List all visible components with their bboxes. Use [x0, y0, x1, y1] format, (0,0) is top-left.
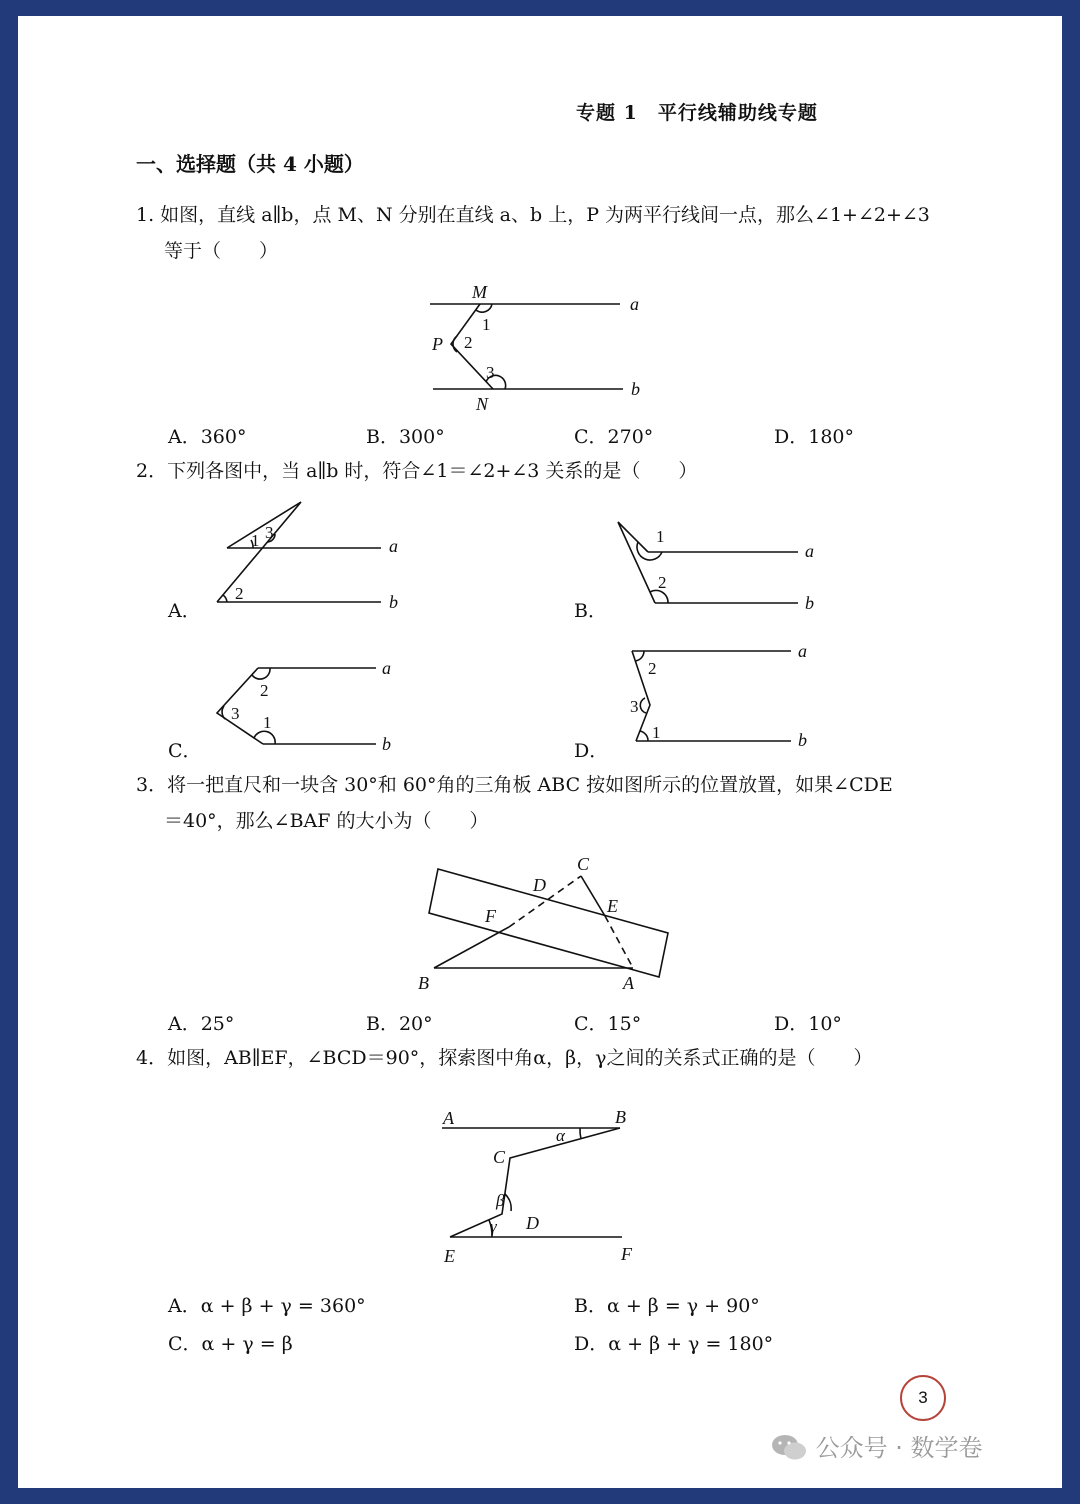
q2d-angle2-arc [635, 651, 644, 661]
watermark [770, 1428, 983, 1463]
page-number: 3 [900, 1375, 946, 1421]
q4-label-alpha: α [556, 1126, 565, 1145]
q4-label-gamma: γ [490, 1217, 497, 1236]
q3-label-d: D [533, 875, 546, 895]
q2d-label-2: 2 [648, 659, 657, 678]
q1-option-a[interactable]: A．360° [168, 426, 247, 448]
q1-label-1: 1 [482, 315, 491, 334]
q1-stem-line1: 1. 如图，直线 a∥b，点 M、N 分别在直线 a、b 上，P 为两平行线间一点，那么∠1+∠2+∠3 [136, 204, 930, 226]
q1-label-n: N [476, 394, 489, 414]
q2-option-c[interactable]: C． [168, 740, 202, 762]
q3-label-a: A [623, 973, 634, 993]
q1-label-2: 2 [464, 333, 473, 352]
q2b-label-b: b [805, 593, 814, 613]
q2b-path [618, 522, 655, 603]
q2d-label-a: a [798, 642, 807, 661]
q2-figure-d [618, 642, 833, 752]
q2-stem-line1: 2．下列各图中，当 a∥b 时，符合∠1＝∠2+∠3 关系的是（ ） [136, 460, 698, 482]
q4-option-c[interactable]: C．α + γ = β [168, 1333, 293, 1355]
q2d-angle1-arc [640, 731, 648, 741]
q4-label-beta: β [496, 1191, 505, 1210]
q1-label-b: b [631, 379, 640, 399]
q2-figure-a [213, 496, 413, 616]
q4-label-d: D [526, 1213, 539, 1233]
q4-option-d[interactable]: D．α + β + γ = 180° [574, 1333, 774, 1355]
q2c-angle2-arc [252, 668, 270, 679]
q4-option-a[interactable]: A．α + β + γ = 360° [168, 1295, 366, 1317]
q2c-label-1: 1 [263, 713, 272, 732]
q2b-label-1: 1 [656, 527, 665, 546]
q1-option-d[interactable]: D．180° [774, 426, 854, 448]
q2a-triangle [217, 502, 301, 602]
q2c-label-a: a [382, 658, 391, 678]
q2-option-d[interactable]: D． [574, 740, 609, 762]
q3-option-a[interactable]: A．25° [168, 1013, 235, 1035]
q1-label-p: P [432, 334, 443, 354]
q2a-angle2-arc [223, 595, 227, 602]
watermark-text: 公众号 · 数学卷 [815, 1434, 983, 1462]
q2a-label-b: b [389, 592, 398, 612]
q3-figure [413, 851, 683, 996]
q1-stem-line2: 等于（ ） [164, 240, 279, 262]
q2-option-a[interactable]: A． [168, 600, 201, 622]
q2d-label-3: 3 [630, 697, 639, 716]
q4-option-b[interactable]: B．α + β = γ + 90° [574, 1295, 760, 1317]
q3-label-e: E [607, 896, 618, 916]
q4-label-e: E [444, 1246, 455, 1266]
q3-side-ea-hidden [605, 916, 633, 968]
q2c-label-2: 2 [260, 681, 269, 700]
q2-figure-b [608, 512, 833, 617]
q3-stem-line1: 3．将一把直尺和一块含 30°和 60°角的三角板 ABC 按如图所示的位置放置，如果∠CDE [136, 774, 893, 796]
q2d-label-b: b [798, 730, 807, 750]
q2a-label-1: 1 [251, 531, 260, 550]
q2a-label-3: 3 [265, 523, 274, 542]
q1-figure [413, 278, 673, 418]
page-title: 专题 1 平行线辅助线专题 [576, 102, 818, 124]
q2d-angle3-arc [640, 698, 646, 713]
q2c-label-b: b [382, 734, 391, 754]
q1-label-m: M [472, 282, 487, 302]
q1-label-a: a [630, 294, 639, 314]
q1-label-3: 3 [486, 363, 495, 382]
q4-label-f: F [621, 1244, 632, 1264]
q4-alpha-arc [580, 1128, 581, 1139]
q2d-label-1: 1 [652, 723, 661, 742]
q2a-label-a: a [389, 536, 398, 556]
q3-label-b: B [418, 973, 429, 993]
q3-stem-line2: ＝40°，那么∠BAF 的大小为（ ） [164, 810, 489, 832]
q2-figure-c [208, 656, 428, 756]
q2b-label-2: 2 [658, 573, 667, 592]
q3-side-bf [434, 927, 509, 968]
q4-label-c: C [493, 1147, 506, 1167]
q4-beta-arc [505, 1194, 511, 1211]
q2b-label-a: a [805, 541, 814, 561]
q3-label-f: F [485, 906, 496, 926]
q4-figure [428, 1101, 668, 1266]
q3-option-d[interactable]: D．10° [774, 1013, 842, 1035]
section-heading: 一、选择题（共 4 小题） [136, 152, 364, 176]
q4-stem-line1: 4．如图，AB∥EF，∠BCD＝90°，探索图中角α，β，γ之间的关系式正确的是（ ） [136, 1047, 873, 1069]
q3-option-b[interactable]: B．20° [366, 1013, 433, 1035]
q2c-label-3: 3 [231, 704, 240, 723]
page [18, 16, 1062, 1488]
q3-option-c[interactable]: C．15° [574, 1013, 642, 1035]
wechat-icon [770, 1432, 808, 1462]
q4-label-b: B [615, 1107, 626, 1127]
q3-ruler [429, 869, 668, 977]
q1-option-b[interactable]: B．300° [366, 426, 445, 448]
q3-label-c: C [577, 854, 590, 874]
q1-option-c[interactable]: C．270° [574, 426, 654, 448]
q2c-angle1-arc [254, 731, 275, 744]
q2-option-b[interactable]: B． [574, 600, 607, 622]
q2a-label-2: 2 [235, 584, 244, 603]
q4-label-a: A [443, 1108, 454, 1128]
